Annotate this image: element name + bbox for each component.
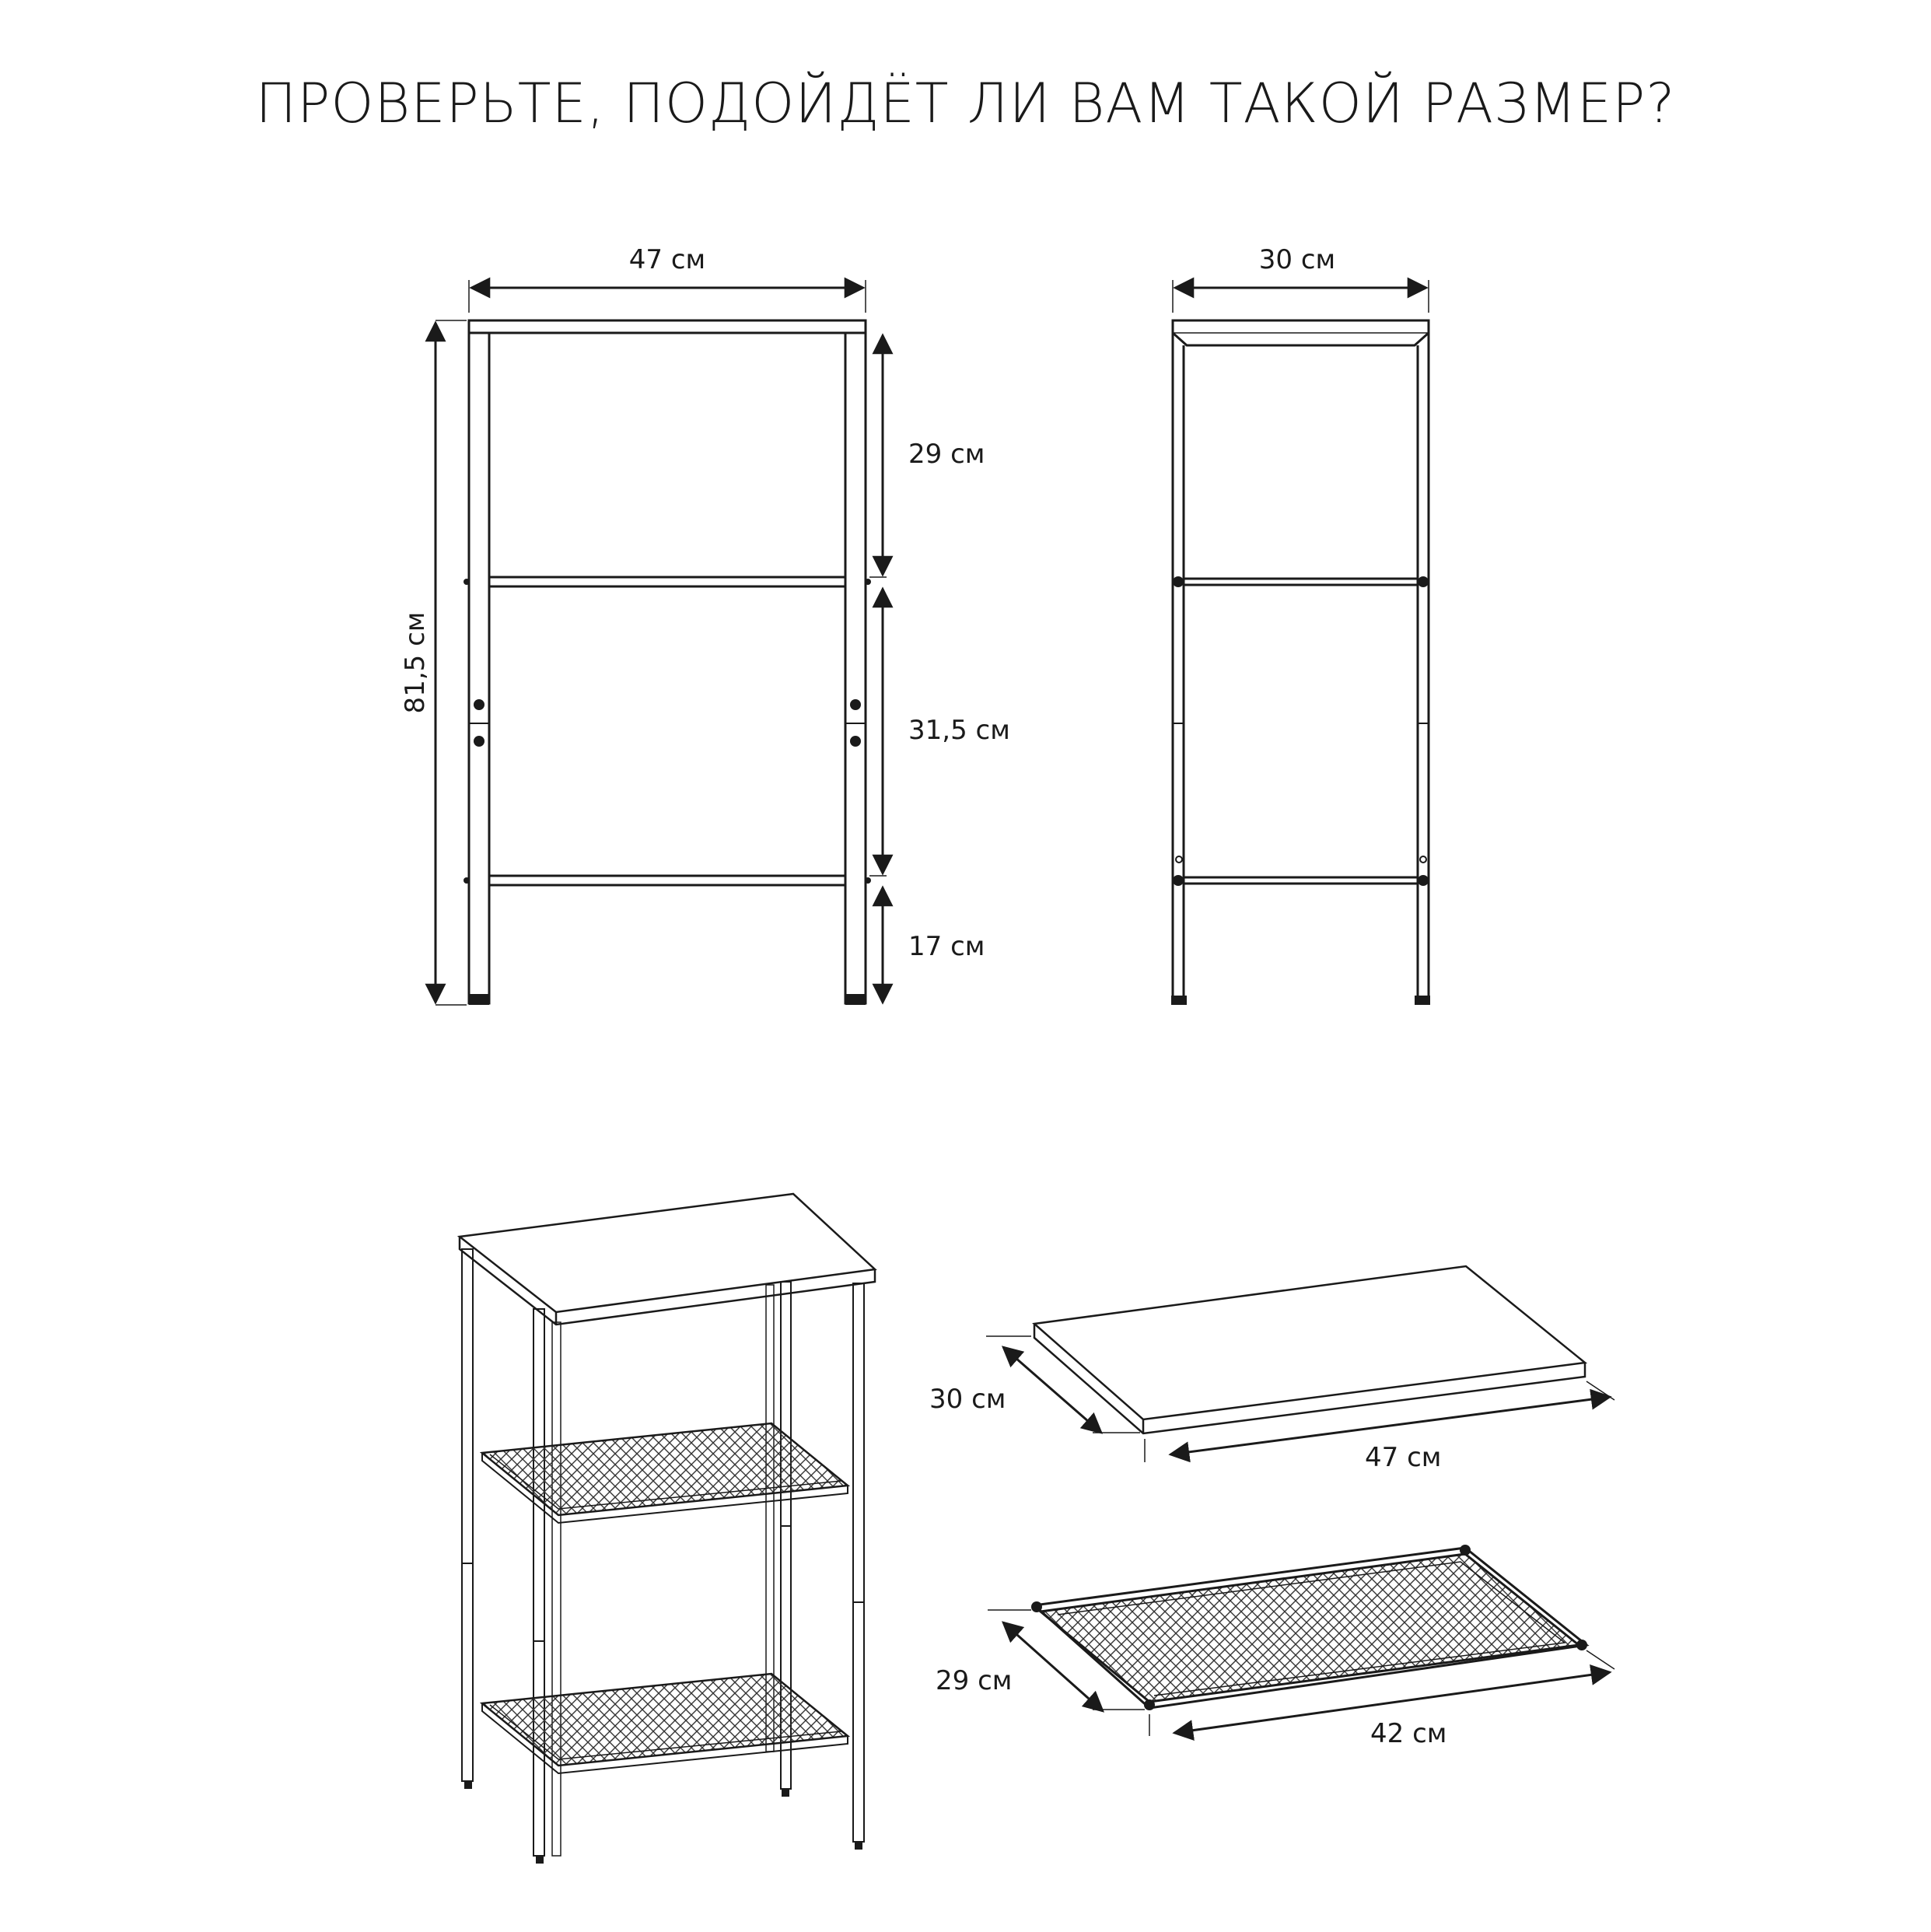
- front-height-label: 81,5 см: [400, 611, 431, 714]
- mesh-shelf-panel: [936, 1545, 1614, 1749]
- gap-top-label: 29 см: [908, 439, 985, 470]
- gap-middle-label: 31,5 см: [908, 715, 1010, 746]
- wood-shelf-width-label: 47 см: [1365, 1442, 1442, 1473]
- page-title: ПРОВЕРЬТЕ, ПОДОЙДЁТ ЛИ ВАМ ТАКОЙ РАЗМЕР?: [255, 72, 1676, 135]
- side-depth-label: 30 см: [1258, 244, 1336, 275]
- front-view: [400, 244, 1010, 1005]
- gap-bottom-label: 17 см: [908, 931, 985, 962]
- wood-shelf-panel: [929, 1266, 1614, 1473]
- isometric-shelf-unit: [460, 1194, 875, 1864]
- side-view: [1171, 244, 1430, 1005]
- mesh-shelf-width-label: 42 см: [1370, 1718, 1447, 1749]
- front-width-label: 47 см: [628, 244, 706, 275]
- wood-shelf-depth-label: 30 см: [929, 1384, 1006, 1415]
- mesh-shelf-depth-label: 29 см: [936, 1665, 1013, 1696]
